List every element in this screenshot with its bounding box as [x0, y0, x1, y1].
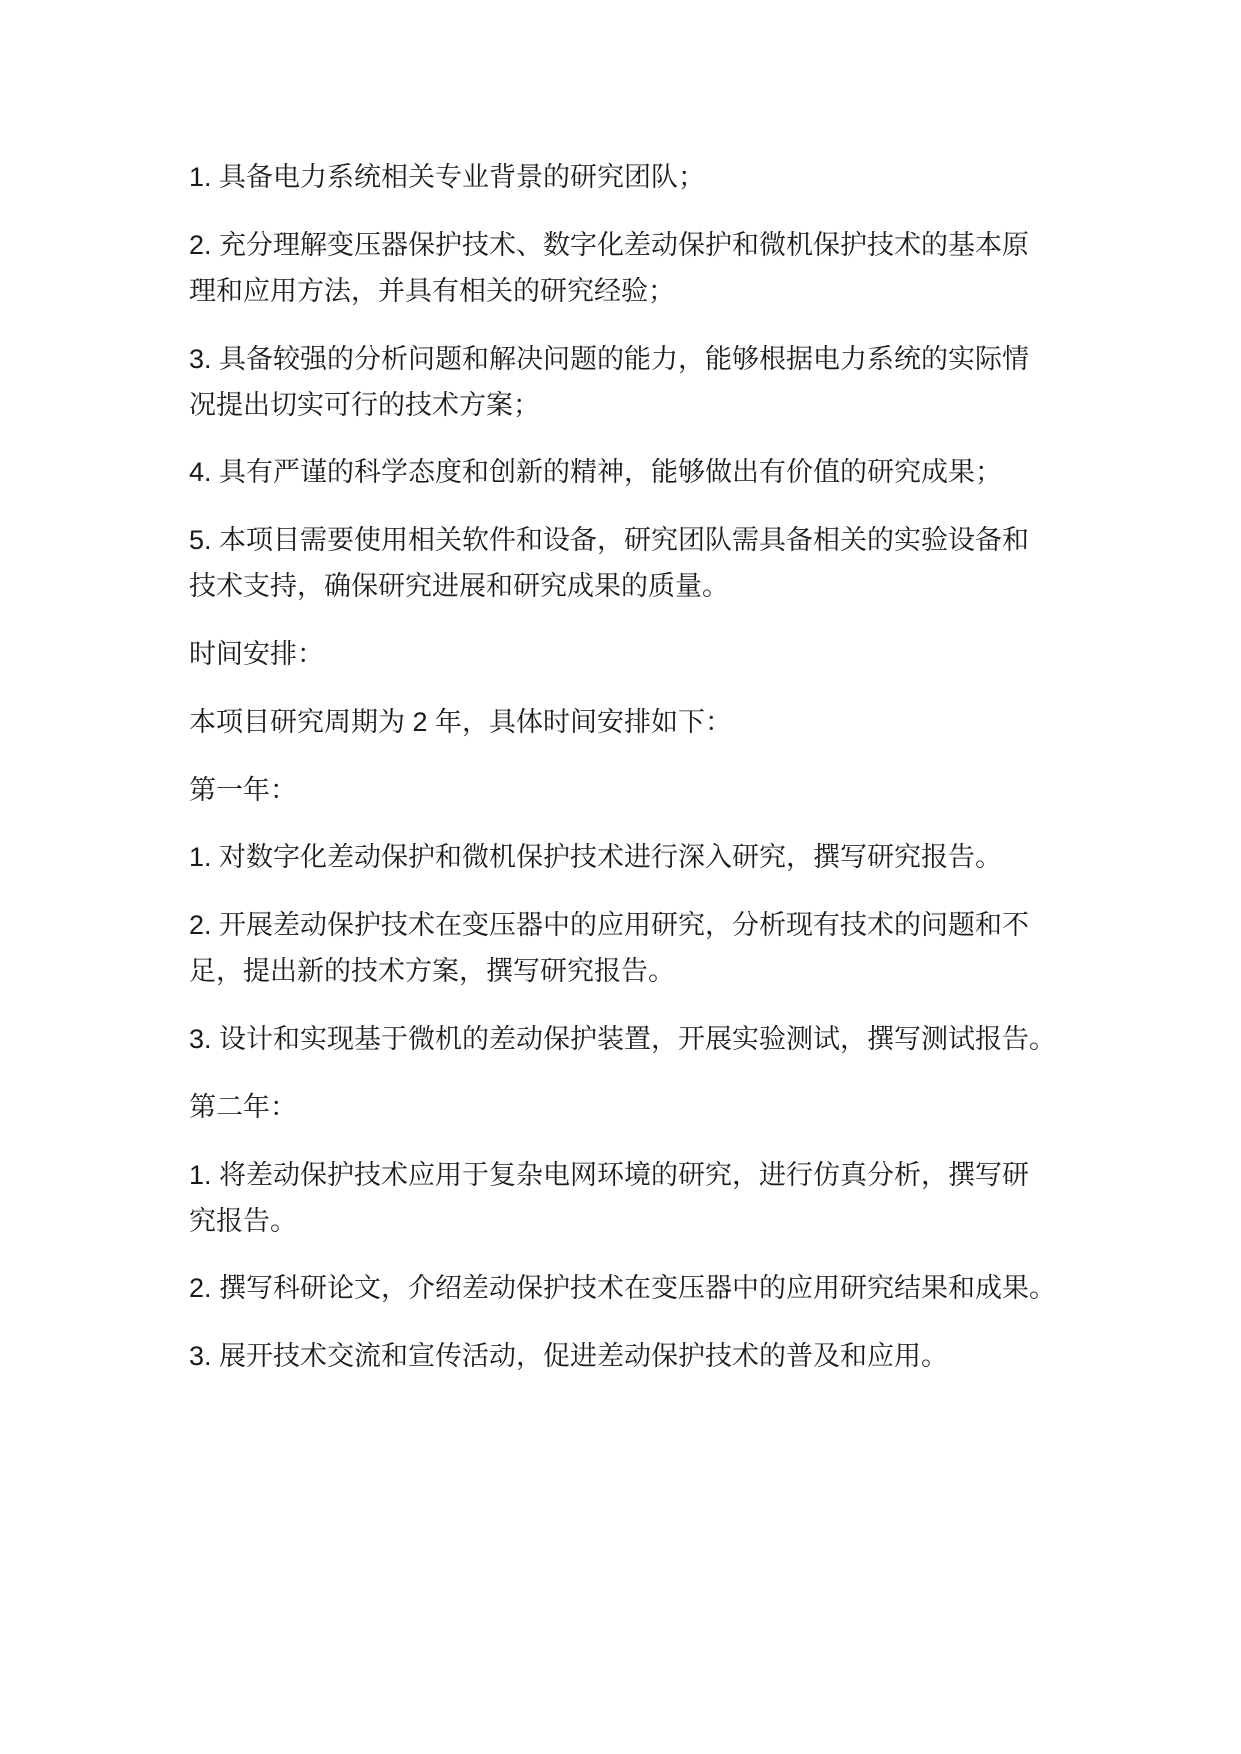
text-line: 3. 具备较强的分析问题和解决问题的能力，能够根据电力系统的实际情 [189, 343, 1030, 374]
schedule-item [189, 1333, 1149, 1379]
text-line: 第二年： [189, 1091, 297, 1122]
schedule-item [189, 1152, 1149, 1244]
requirement-item [189, 222, 1149, 314]
schedule-item [189, 834, 1149, 880]
text-line: 足，提出新的技术方案，撰写研究报告。 [189, 956, 675, 987]
text-line: 2. 撰写科研论文，介绍差动保护技术在变压器中的应用研究结果和成果。 [189, 1273, 1057, 1304]
year-label [189, 767, 1149, 813]
schedule-intro [189, 699, 1149, 745]
schedule-item [189, 1265, 1149, 1311]
schedule-item [189, 1016, 1149, 1062]
text-line: 3. 设计和实现基于微机的差动保护装置，开展实验测试，撰写测试报告。 [189, 1023, 1057, 1054]
text-line: 1. 对数字化差动保护和微机保护技术进行深入研究，撰写研究报告。 [189, 842, 1003, 873]
text-line: 2. 充分理解变压器保护技术、数字化差动保护和微机保护技术的基本原 [189, 229, 1030, 260]
text-line: 1. 具备电力系统相关专业背景的研究团队； [189, 162, 706, 192]
requirement-item [189, 517, 1149, 609]
text-line: 1. 将差动保护技术应用于复杂电网环境的研究，进行仿真分析，撰写研 [189, 1159, 1030, 1190]
text-line: 本项目研究周期为 2 年，具体时间安排如下： [189, 706, 733, 737]
text-line: 理和应用方法，并具有相关的研究经验； [189, 275, 675, 306]
requirement-item [189, 336, 1149, 428]
text-line: 究报告。 [189, 1205, 297, 1236]
document-body [189, 154, 1149, 1401]
text-line: 2. 开展差动保护技术在变压器中的应用研究，分析现有技术的问题和不 [189, 910, 1030, 941]
schedule-item [189, 902, 1149, 994]
text-line: 3. 展开技术交流和宣传活动，促进差动保护技术的普及和应用。 [189, 1341, 949, 1372]
text-line: 第一年： [189, 774, 297, 805]
requirement-item [189, 449, 1149, 495]
text-line: 时间安排： [189, 638, 324, 669]
text-line: 4. 具有严谨的科学态度和创新的精神，能够做出有价值的研究成果； [189, 457, 1003, 488]
text-line: 技术支持，确保研究进展和研究成果的质量。 [189, 571, 729, 602]
text-line: 5. 本项目需要使用相关软件和设备，研究团队需具备相关的实验设备和 [189, 525, 1030, 556]
requirement-item [189, 154, 1149, 200]
year-label [189, 1084, 1149, 1130]
text-line: 况提出切实可行的技术方案； [189, 389, 540, 420]
schedule-heading [189, 631, 1149, 677]
